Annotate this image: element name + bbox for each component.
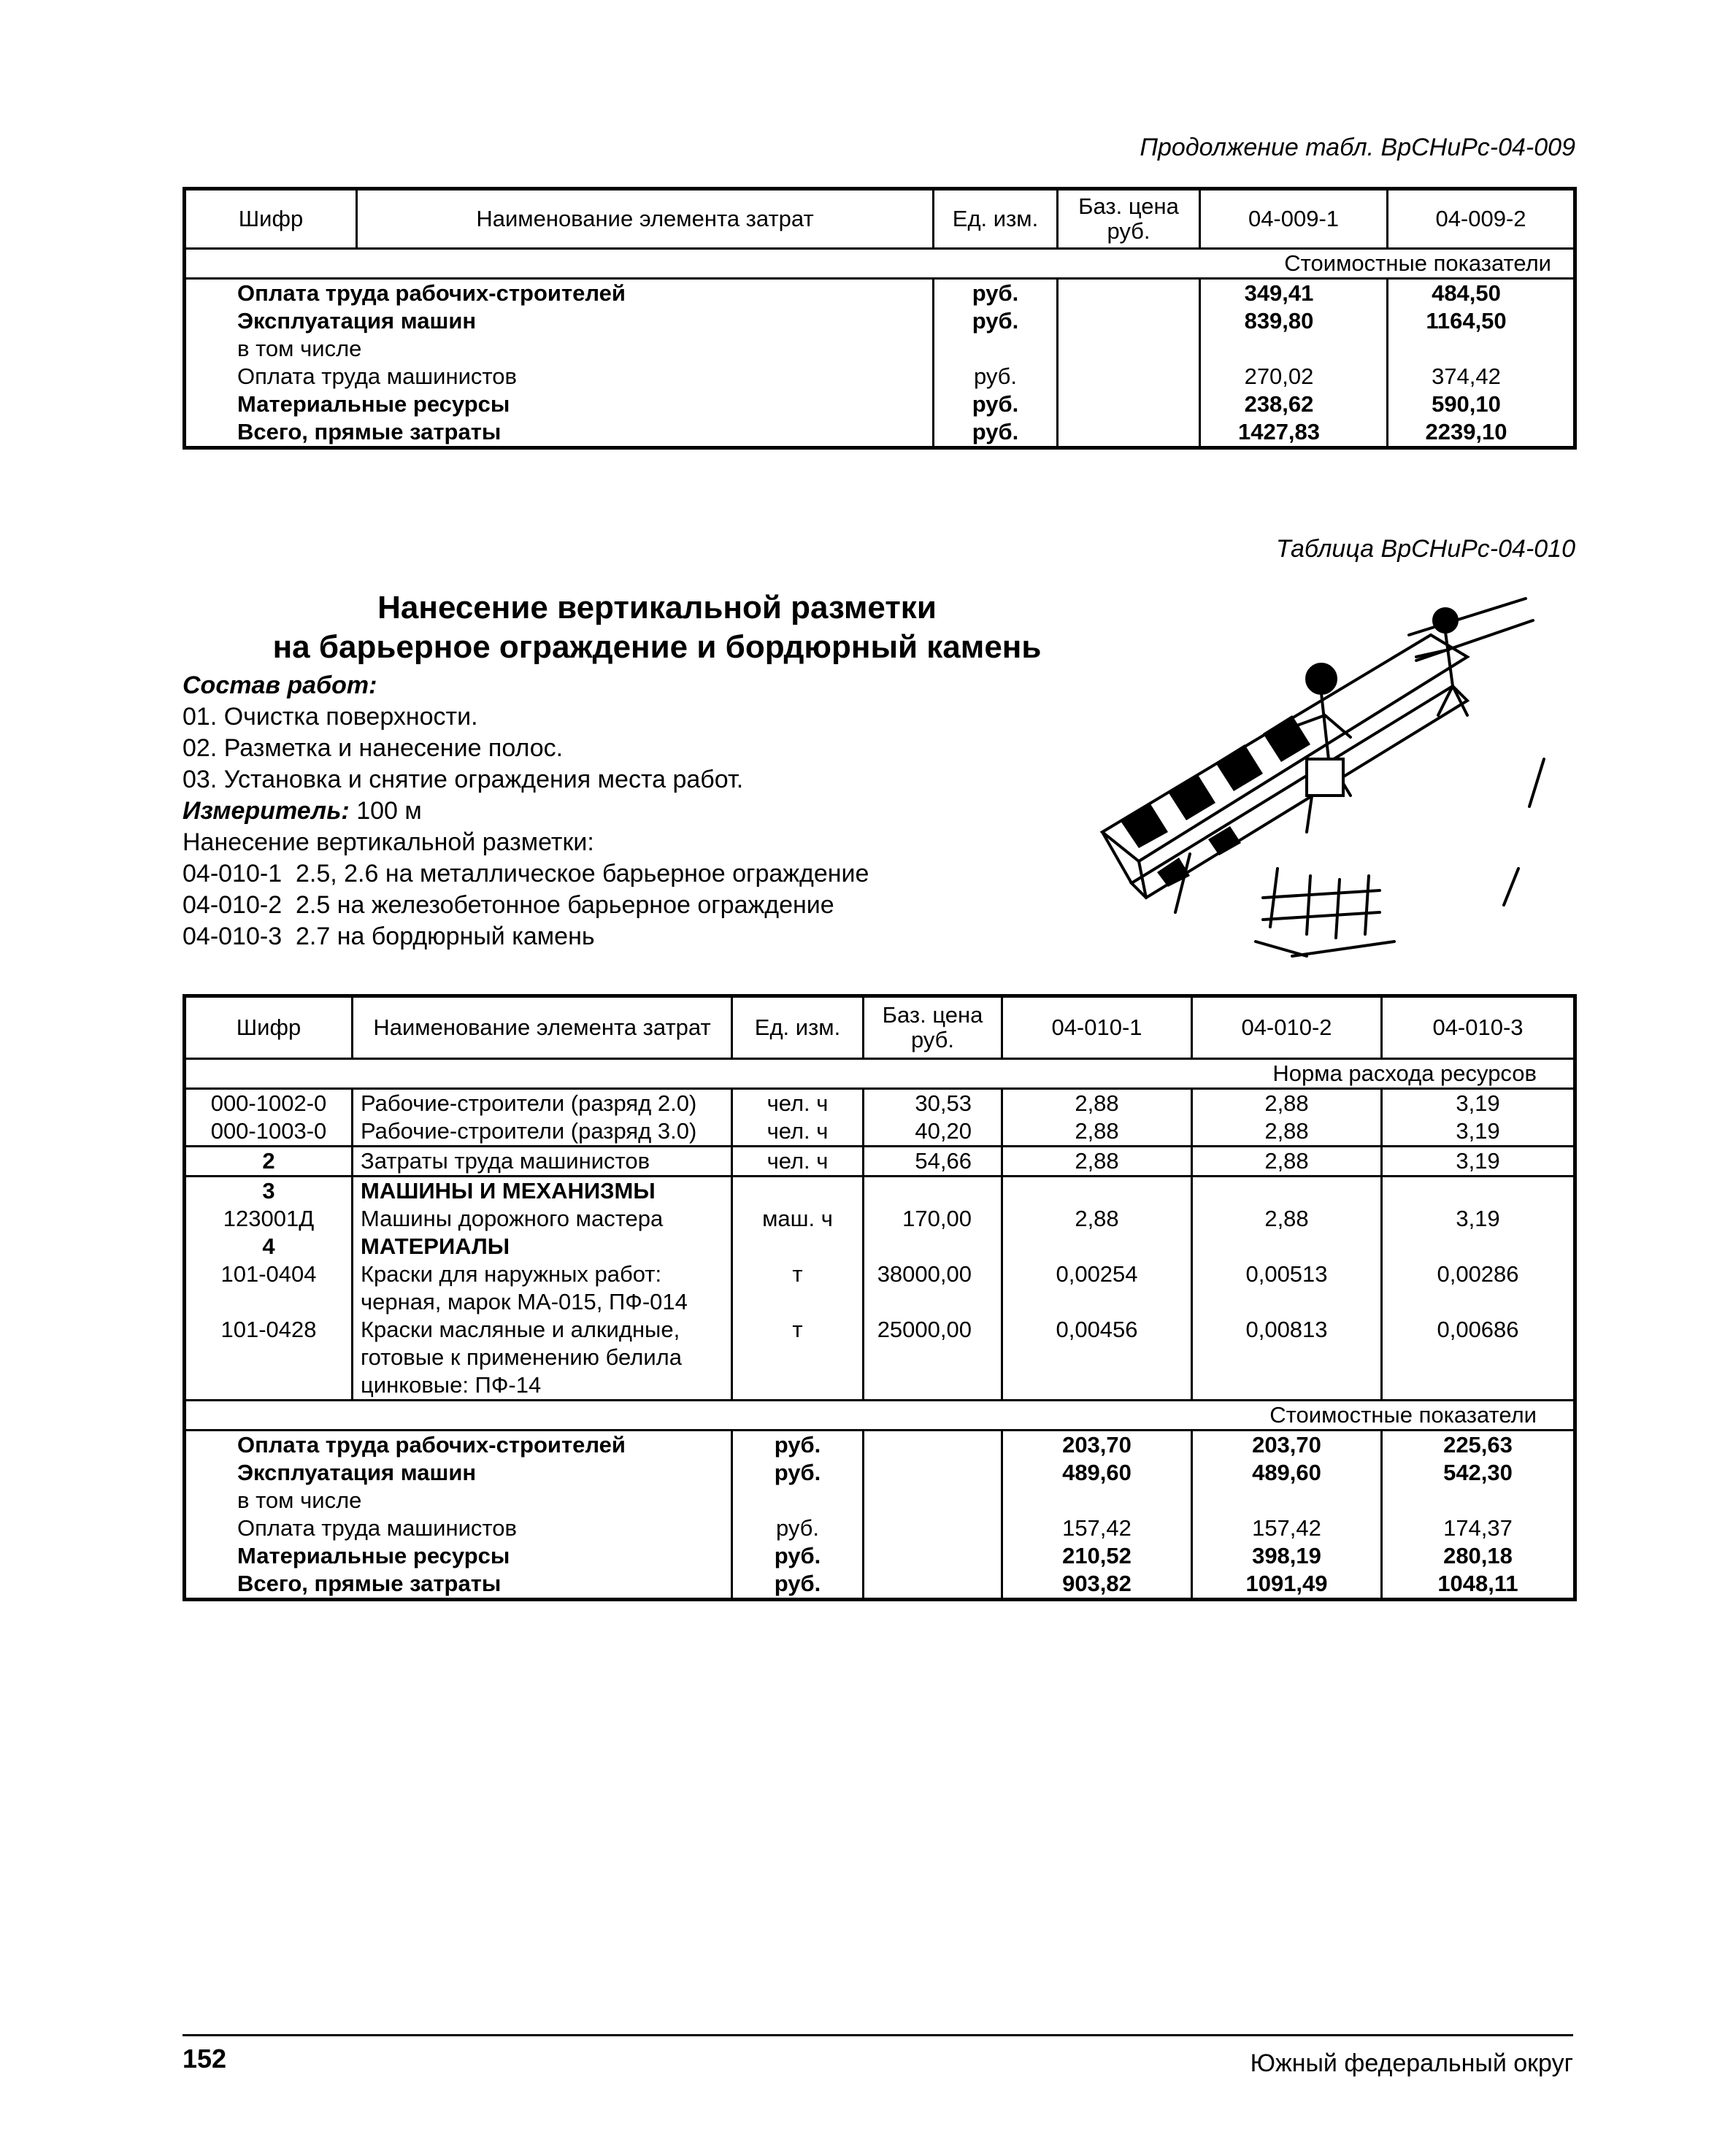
header-col-2: 04-010-2	[1192, 996, 1382, 1059]
row-value-2: 2,88	[1192, 1147, 1382, 1177]
row-value-2: 2,88	[1192, 1205, 1382, 1233]
row-unit: т	[732, 1316, 864, 1401]
row-value-1: 2,88	[1002, 1205, 1192, 1233]
row-code: 123001Д	[223, 1206, 315, 1231]
row-value-3	[1382, 1487, 1575, 1514]
row-value-2	[1192, 1177, 1382, 1206]
row-value-2	[1192, 1487, 1382, 1514]
row-base-price	[864, 1487, 1002, 1514]
row-unit: т	[732, 1260, 864, 1316]
row-name	[353, 1205, 732, 1233]
row-code: 000-1003-0	[210, 1118, 327, 1144]
row-code: 000-1002-0	[210, 1090, 327, 1116]
row-code: 2	[185, 1147, 353, 1177]
row-code: 101-0428	[220, 1317, 317, 1342]
row-base-price: 25000,00	[864, 1316, 1002, 1401]
row-name: Оплата труда машинистов	[237, 363, 517, 389]
marking-heading: Нанесение вертикальной разметки:	[183, 828, 594, 856]
row-base-price	[864, 1514, 1002, 1542]
section-label: Стоимостные показатели	[185, 249, 1575, 279]
table-row	[185, 1459, 1575, 1487]
row-unit: чел. ч	[732, 1117, 864, 1147]
row-unit	[732, 1233, 864, 1260]
row-value-3: 174,37	[1382, 1514, 1575, 1542]
row-name	[353, 1233, 732, 1260]
row-code: 4	[262, 1233, 275, 1259]
header-name: Наименование элемента затрат	[357, 189, 934, 249]
row-name: в том числе	[237, 1487, 362, 1513]
row-code: 3	[185, 1177, 353, 1206]
row-value-3: 3,19	[1382, 1205, 1575, 1233]
meter-label: Измеритель:	[183, 797, 350, 825]
header-col-1: 04-010-1	[1002, 996, 1192, 1059]
row-value-3: 3,19	[1382, 1089, 1575, 1118]
table-label: Таблица ВрСНиРс-04-010	[1275, 535, 1575, 563]
header-code: Шифр	[185, 189, 357, 249]
table-row	[185, 1431, 1575, 1460]
row-name-line: Рабочие-строители (разряд 3.0)	[361, 1118, 697, 1144]
row-value-1: 238,62	[1200, 390, 1388, 418]
meter-line	[183, 796, 869, 827]
row-unit: руб.	[934, 390, 1058, 418]
row-code: 101-0404	[220, 1261, 317, 1287]
row-base-price	[864, 1570, 1002, 1600]
row-base-price	[1058, 418, 1200, 448]
row-name-line: МАШИНЫ И МЕХАНИЗМЫ	[361, 1178, 656, 1204]
works-section	[183, 670, 869, 952]
resource-table-04-010	[183, 994, 1577, 1601]
row-value-3: 3,19	[1382, 1147, 1575, 1177]
row-name-line: черная, марок МА-015, ПФ-014	[361, 1289, 688, 1314]
row-name	[353, 1260, 732, 1316]
table-row	[185, 1089, 1575, 1118]
row-base-price	[1058, 363, 1200, 390]
row-unit	[732, 1177, 864, 1206]
table-row	[185, 279, 1575, 308]
row-value-1	[1200, 335, 1388, 363]
row-name: Эксплуатация машин	[237, 308, 477, 334]
row-value-1: 2,88	[1002, 1089, 1192, 1118]
page-title	[183, 588, 1132, 667]
row-unit	[732, 1487, 864, 1514]
row-name-line: Краски для наружных работ:	[361, 1261, 662, 1287]
row-name: Материальные ресурсы	[237, 1543, 510, 1568]
row-unit: руб.	[732, 1459, 864, 1487]
work-item: 03. Установка и снятие ограждения места работ.	[183, 766, 744, 793]
row-base-price: 170,00	[864, 1205, 1002, 1233]
row-value-3: 225,63	[1382, 1431, 1575, 1460]
table-row	[185, 1260, 1575, 1316]
row-value-2: 0,00513	[1192, 1260, 1382, 1316]
row-base-price	[864, 1177, 1002, 1206]
row-value-1: 210,52	[1002, 1542, 1192, 1570]
row-name	[353, 1316, 732, 1401]
header-name: Наименование элемента затрат	[353, 996, 732, 1059]
row-value-2: 2239,10	[1388, 418, 1575, 448]
row-value-1: 2,88	[1002, 1147, 1192, 1177]
row-unit: руб.	[732, 1431, 864, 1460]
work-item: 01. Очистка поверхности.	[183, 703, 478, 731]
row-value-3	[1382, 1177, 1575, 1206]
row-name: Оплата труда машинистов	[237, 1515, 517, 1541]
works-heading: Состав работ:	[183, 671, 377, 699]
table-row	[185, 1514, 1575, 1542]
header-unit: Ед. изм.	[934, 189, 1058, 249]
table-row	[185, 1542, 1575, 1570]
footer-region: Южный федеральный округ	[1250, 2049, 1573, 2077]
row-name: Оплата труда рабочих-строителей	[237, 1432, 626, 1458]
header-unit: Ед. изм.	[732, 996, 864, 1059]
row-value-3: 0,00686	[1382, 1316, 1575, 1401]
row-value-2	[1388, 335, 1575, 363]
table-row	[185, 307, 1575, 335]
row-value-2: 0,00813	[1192, 1316, 1382, 1401]
row-name: Всего, прямые затраты	[237, 1571, 502, 1596]
table-row	[185, 1177, 1575, 1206]
marking-item: 04-010-2 2.5 на железобетонное барьерное ограждение	[183, 891, 834, 919]
row-value-2: 1091,49	[1192, 1570, 1382, 1600]
title-line-2: на барьерное ограждение и бордюрный камень	[272, 629, 1042, 665]
row-value-1	[1002, 1177, 1192, 1206]
row-value-1: 489,60	[1002, 1459, 1192, 1487]
row-value-2: 489,60	[1192, 1459, 1382, 1487]
header-code: Шифр	[185, 996, 353, 1059]
row-base-price	[1058, 335, 1200, 363]
title-line-1: Нанесение вертикальной разметки	[377, 590, 937, 625]
table-row	[185, 1233, 1575, 1260]
row-value-1: 903,82	[1002, 1570, 1192, 1600]
row-value-1: 349,41	[1200, 279, 1388, 308]
row-value-2: 484,50	[1388, 279, 1575, 308]
row-value-1: 0,00456	[1002, 1316, 1192, 1401]
row-name-line: Рабочие-строители (разряд 2.0)	[361, 1090, 697, 1116]
row-value-1: 157,42	[1002, 1514, 1192, 1542]
workers-painting-barrier-illustration	[1088, 591, 1570, 971]
row-value-3: 0,00286	[1382, 1260, 1575, 1316]
footer-rule	[183, 2034, 1573, 2036]
table-row	[185, 363, 1575, 390]
row-base-price: 40,20	[864, 1117, 1002, 1147]
header-col-2: 04-009-2	[1388, 189, 1575, 249]
row-value-1: 839,80	[1200, 307, 1388, 335]
row-unit: руб.	[934, 418, 1058, 448]
header-base-price: Баз. цена руб.	[1058, 189, 1200, 249]
row-name-line: Машины дорожного мастера	[361, 1206, 664, 1231]
row-value-2	[1192, 1233, 1382, 1260]
row-unit: руб.	[934, 363, 1058, 390]
row-value-3: 542,30	[1382, 1459, 1575, 1487]
row-name: в том числе	[237, 336, 362, 361]
table-row	[185, 1117, 1575, 1147]
cost-table-04-009	[183, 187, 1577, 450]
row-unit: руб.	[934, 307, 1058, 335]
row-base-price	[1058, 307, 1200, 335]
row-value-2: 374,42	[1388, 363, 1575, 390]
row-base-price	[864, 1233, 1002, 1260]
table-row	[185, 1316, 1575, 1401]
meter-value: 100 м	[356, 797, 422, 825]
row-value-3: 1048,11	[1382, 1570, 1575, 1600]
row-value-1: 2,88	[1002, 1117, 1192, 1147]
page-number: 152	[183, 2044, 227, 2074]
row-base-price: 30,53	[864, 1089, 1002, 1118]
row-value-2: 590,10	[1388, 390, 1575, 418]
row-value-1	[1002, 1233, 1192, 1260]
row-unit	[934, 335, 1058, 363]
section-label-costs: Стоимостные показатели	[185, 1401, 1575, 1431]
row-unit: руб.	[934, 279, 1058, 308]
row-name: Эксплуатация машин	[237, 1460, 477, 1485]
work-item: 02. Разметка и нанесение полос.	[183, 734, 564, 762]
table-row	[185, 1570, 1575, 1600]
row-value-2: 2,88	[1192, 1117, 1382, 1147]
row-value-2: 2,88	[1192, 1089, 1382, 1118]
row-value-1	[1002, 1487, 1192, 1514]
continuation-note: Продолжение табл. ВрСНиРс-04-009	[1140, 134, 1575, 161]
section-label-norms: Норма расхода ресурсов	[185, 1059, 1575, 1089]
table-row	[185, 1205, 1575, 1233]
table-row	[185, 390, 1575, 418]
row-value-2: 203,70	[1192, 1431, 1382, 1460]
row-value-3: 3,19	[1382, 1117, 1575, 1147]
table-row	[185, 335, 1575, 363]
row-name-line: МАТЕРИАЛЫ	[361, 1233, 510, 1259]
row-unit: чел. ч	[732, 1089, 864, 1118]
marking-item: 04-010-1 2.5, 2.6 на металлическое барьерное ограждение	[183, 860, 869, 888]
header-col-1: 04-009-1	[1200, 189, 1388, 249]
row-base-price	[864, 1542, 1002, 1570]
row-value-2: 1164,50	[1388, 307, 1575, 335]
table-row	[185, 1487, 1575, 1514]
row-name	[353, 1089, 732, 1118]
row-base-price: 38000,00	[864, 1260, 1002, 1316]
row-base-price	[1058, 390, 1200, 418]
row-name	[353, 1177, 732, 1206]
header-base-price: Баз. цена руб.	[864, 996, 1002, 1059]
row-value-2: 157,42	[1192, 1514, 1382, 1542]
row-value-2: 398,19	[1192, 1542, 1382, 1570]
row-value-3	[1382, 1233, 1575, 1260]
row-base-price	[864, 1459, 1002, 1487]
row-name: Материальные ресурсы	[237, 391, 510, 417]
marking-item: 04-010-3 2.7 на бордюрный камень	[183, 923, 595, 950]
row-value-1: 0,00254	[1002, 1260, 1192, 1316]
row-base-price	[864, 1431, 1002, 1460]
header-col-3: 04-010-3	[1382, 996, 1575, 1059]
row-unit: руб.	[732, 1570, 864, 1600]
row-value-3: 280,18	[1382, 1542, 1575, 1570]
row-name-line: Краски масляные и алкидные,	[361, 1317, 680, 1342]
row-name: Всего, прямые затраты	[237, 419, 502, 444]
row-base-price	[1058, 279, 1200, 308]
row-unit: руб.	[732, 1514, 864, 1542]
row-name-line: готовые к применению белила	[361, 1344, 682, 1370]
row-value-1: 1427,83	[1200, 418, 1388, 448]
row-name-line: Затраты труда машинистов	[361, 1148, 650, 1174]
row-name	[353, 1147, 732, 1177]
row-name-line: цинковые: ПФ-14	[361, 1372, 542, 1398]
row-name	[353, 1117, 732, 1147]
row-unit: маш. ч	[732, 1205, 864, 1233]
row-name: Оплата труда рабочих-строителей	[237, 280, 626, 306]
row-unit: руб.	[732, 1542, 864, 1570]
table-row	[185, 418, 1575, 448]
row-value-1: 270,02	[1200, 363, 1388, 390]
row-value-1: 203,70	[1002, 1431, 1192, 1460]
row-base-price: 54,66	[864, 1147, 1002, 1177]
table-row	[185, 1147, 1575, 1177]
row-unit: чел. ч	[732, 1147, 864, 1177]
